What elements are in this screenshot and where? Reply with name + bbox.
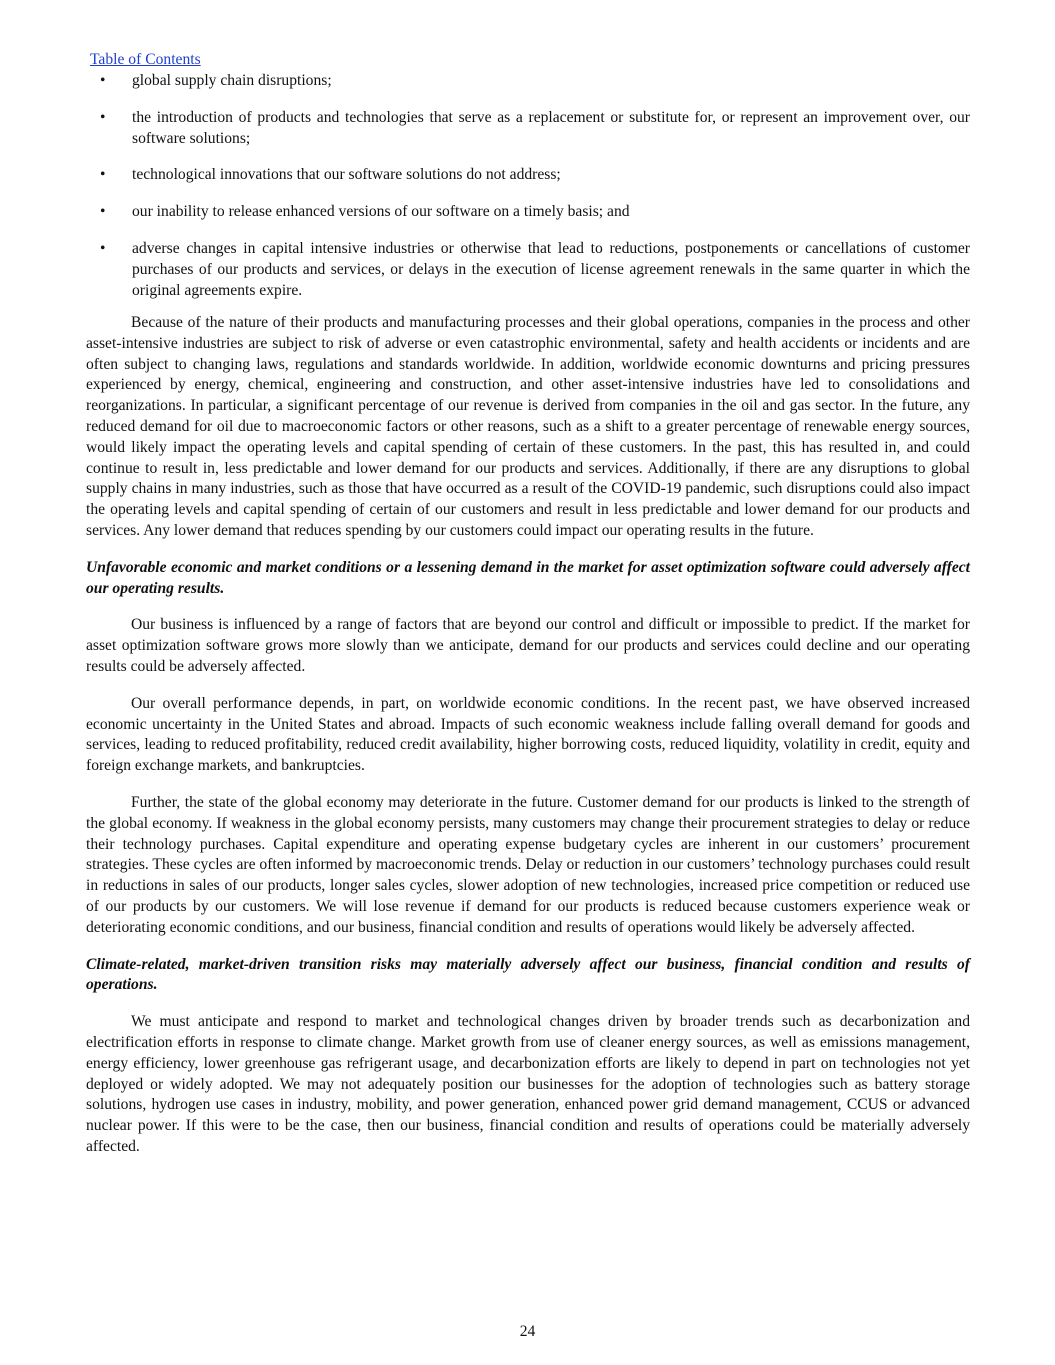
- bullet-icon: •: [100, 166, 106, 184]
- risk-heading-economic-conditions: Unfavorable economic and market conditions or a lessening demand in the market for asset optimization software could adversely affect our operating results.: [86, 558, 970, 597]
- list-item: [86, 108, 970, 150]
- list-item: [86, 202, 970, 223]
- bullet-icon: •: [100, 239, 106, 257]
- bullet-icon: •: [100, 108, 106, 126]
- bullet-text: the introduction of products and technologies that serve as a replacement or substitute for, or represent an improvement over, our software solutions;: [132, 108, 970, 147]
- paragraph-global-economy: Further, the state of the global economy may deteriorate in the future. Customer demand for our products is linked to the strength of the global economy. If weakness in the global economy persists, many customers may change their procurement strategies to delay or reduce their technology purchases. Capital expenditure and operating expense budgetary cycles are inherent in our customers’ procurement strategies. These cycles are often informed by macroeconomic trends. Delay or reduction in our customers’ technology purchases could result in reductions in sales of our products, longer sales cycles, slower adoption of new technologies, increased price competition or reduced use of our products by our customers. We will lose revenue if demand for our products is reduced because customers experience weak or deteriorating economic conditions, and our business, financial condition and results of operations would likely be adversely affected.: [86, 793, 970, 936]
- bullet-icon: •: [100, 203, 106, 221]
- paragraph-economic-uncertainty: Our overall performance depends, in part, on worldwide economic conditions. In the recent past, we have observed increased economic uncertainty in the United States and abroad. Impacts of such economic weakness include falling overall demand for goods and services, leading to reduced profitability, reduced credit availability, higher borrowing costs, reduced liquidity, volatility in credit, equity and foreign exchange markets, and bankruptcies.: [86, 694, 970, 775]
- list-item: [86, 165, 970, 186]
- bullet-text: our inability to release enhanced versions of our software on a timely basis; and: [132, 203, 630, 221]
- bullet-text: global supply chain disruptions;: [132, 72, 332, 89]
- list-item: [86, 71, 970, 92]
- list-item: [86, 239, 970, 301]
- risk-heading-climate-transition: Climate-related, market-driven transition risks may materially adversely affect our business, financial condition and results of operations.: [86, 955, 970, 994]
- body-text: [86, 313, 970, 1174]
- bullet-icon: •: [100, 72, 106, 89]
- bullet-text: technological innovations that our software solutions do not address;: [132, 166, 561, 184]
- paragraph-market-factors: Our business is influenced by a range of factors that are beyond our control and difficult or impossible to predict. If the market for asset optimization software grows more slowly than we anticipate, demand for our products and services could decline and our operating results could be adversely affected.: [86, 616, 970, 675]
- bullet-text: adverse changes in capital intensive industries or otherwise that lead to reductions, postponements or cancellations of customer purchases of our products and services, or delays in the execution of license agreement renewals in the same quarter in which the original agreements expire.: [132, 239, 970, 299]
- paragraph-decarbonization: We must anticipate and respond to market and technological changes driven by broader trends such as decarbonization and electrification efforts in response to climate change. Market growth from use of cleaner energy sources, as well as emissions management, energy efficiency, lower greenhouse gas refrigerant usage, and decarbonization efforts are likely to depend in part on technologies not yet deployed or widely adopted. We may not adequately position our businesses for the adoption of technologies such as battery storage solutions, hydrogen use cases in industry, mobility, and power generation, enhanced power grid demand management, CCUS or advanced nuclear power. If this were to be the case, then our business, financial condition and results of operations could be materially adversely affected.: [86, 1013, 970, 1155]
- table-of-contents-link[interactable]: Table of Contents: [90, 51, 201, 68]
- risk-factor-bullet-list: [86, 71, 970, 317]
- paragraph-industry-risks: Because of the nature of their products and manufacturing processes and their global operations, companies in the process and other asset-intensive industries are subject to risk of adverse or even catastrophic environmental, safety and health accidents or incidents and are often subject to changing laws, regulations and standards worldwide. In addition, worldwide economic downturns and pricing pressures experienced by energy, chemical, engineering and construction, and other asset-intensive industries have led to consolidations and reorganizations. In particular, a significant percentage of our revenue is derived from companies in the oil and gas sector. In the future, any reduced demand for oil due to macroeconomic factors or other reasons, such as a shift to a greater percentage of renewable energy sources, would likely impact the operating levels and capital spending of certain of these customers. In the past, this has resulted in, and could continue to result in, less predictable and lower demand for our products and services. Additionally, if there are any disruptions to global supply chains in many industries, such as those that have occurred as a result of the COVID-19 pandemic, such disruptions could also impact the operating levels and capital spending of certain of our customers and result in less predictable and lower demand for our products and services. Any lower demand that reduces spending by our customers could impact our operating results in the future.: [86, 314, 970, 539]
- page-number: 24: [519, 1323, 536, 1340]
